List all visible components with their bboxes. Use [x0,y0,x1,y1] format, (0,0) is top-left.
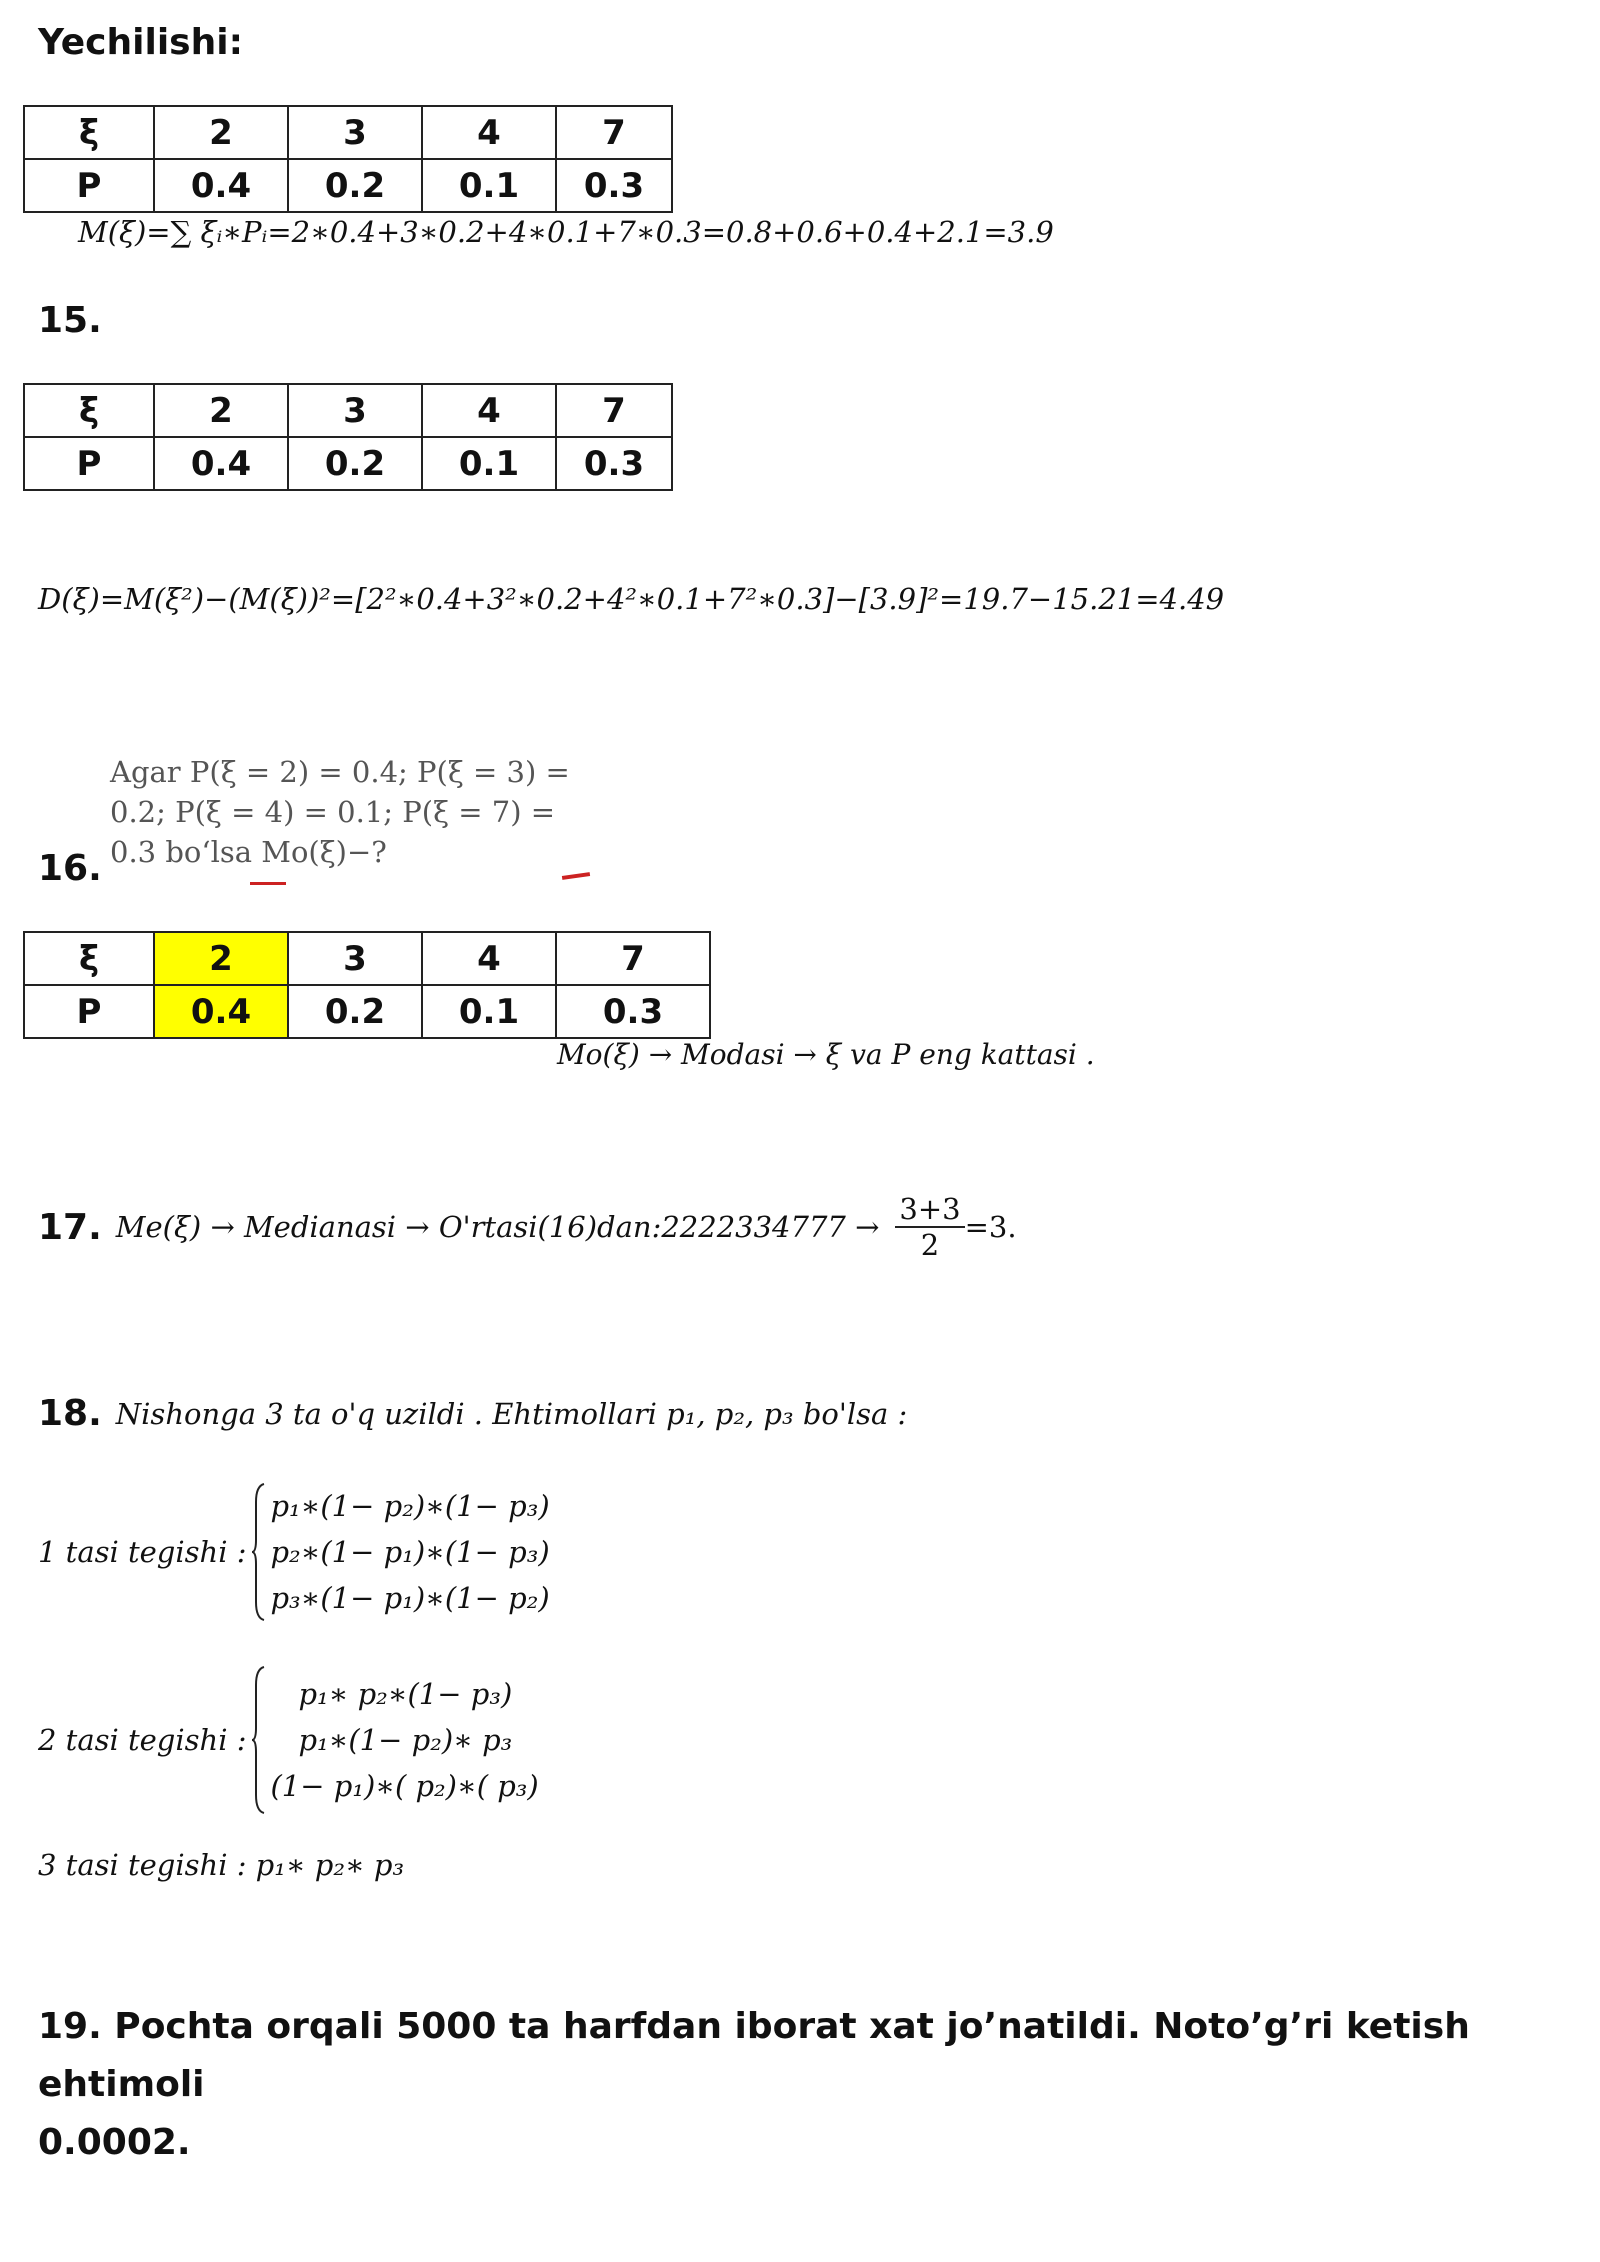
table-cell: 2 [154,384,288,437]
fraction-denominator: 2 [920,1228,940,1262]
table-cell: 0.1 [422,159,556,212]
item-19-line: 19. Pochta orqali 5000 ta harfdan iborat xat jo’natildi. Noto’g’ri ketish ehtimoli [38,2006,1470,2105]
page-title: Yechilishi: [38,22,243,63]
table-cell: 0.1 [422,437,556,490]
red-underline-mark [250,882,286,885]
table-cell: 0.1 [422,985,556,1038]
table-cell: 3 [288,106,422,159]
table-cell: 3 [288,932,422,985]
table-header-xi: ξ [24,106,154,159]
table-header-xi: ξ [24,384,154,437]
table-cell: 4 [422,384,556,437]
item-19-line: 0.0002. [38,2122,191,2163]
formula-line: p₂∗(1− p₁)∗(1− p₃) [270,1535,550,1569]
table-cell-highlighted: 2 [154,932,288,985]
item-16-question [110,752,570,872]
two-hit-label: 2 tasi tegishi : [38,1723,247,1757]
table-header-xi: ξ [24,932,154,985]
item-15-number: 15. [38,300,102,341]
table-cell: 0.2 [288,985,422,1038]
distribution-table-top [23,105,673,213]
item-17 [38,1192,1017,1262]
formula-line: (1− p₁)∗( p₂)∗( p₃) [270,1769,539,1803]
table-cell: 4 [422,932,556,985]
three-hit-formula: 3 tasi tegishi : p₁∗ p₂∗ p₃ [38,1848,405,1882]
item-18-text: Nishonga 3 ta o'q uzildi . Ehtimollari p₁, p₂, p₃ bo'lsa : [115,1396,908,1431]
table-cell: 0.4 [154,159,288,212]
table-cell-highlighted: 0.4 [154,985,288,1038]
distribution-table-15 [23,383,673,491]
question-line: 0.2; P(ξ = 4) = 0.1; P(ξ = 7) = [110,795,556,829]
question-line: Agar P(ξ = 2) = 0.4; P(ξ = 3) = [110,755,570,789]
two-hit-system [38,1665,539,1815]
formula-line: p₁∗(1− p₂)∗ p₃ [298,1723,513,1757]
formula-line: p₃∗(1− p₁)∗(1− p₂) [270,1581,550,1615]
table-cell: 7 [556,106,672,159]
mode-note: Mo(ξ) → Modasi → ξ va P eng kattasi . [557,1038,1095,1071]
left-brace-icon [252,1665,266,1815]
one-hit-label: 1 tasi tegishi : [38,1535,247,1569]
table-cell: 2 [154,106,288,159]
median-result: =3. [964,1210,1017,1244]
question-line: 0.3 bo‘lsa Mo(ξ)−? [110,835,387,869]
item-18-number: 18. [38,1393,102,1434]
formula-line: p₁∗ p₂∗(1− p₃) [298,1677,513,1711]
one-hit-system [38,1482,550,1622]
median-fraction [895,1192,964,1262]
table-cell: 4 [422,106,556,159]
formula-line: p₁∗(1− p₂)∗(1− p₃) [270,1489,550,1523]
red-dash-mark [562,872,590,880]
item-18 [38,1393,907,1434]
table-cell: 0.3 [556,437,672,490]
table-header-p: P [24,159,154,212]
table-cell: 0.2 [288,437,422,490]
table-cell: 0.4 [154,437,288,490]
table-cell: 7 [556,932,710,985]
table-header-p: P [24,985,154,1038]
table-cell: 3 [288,384,422,437]
table-cell: 0.2 [288,159,422,212]
item-16-number: 16. [38,848,102,889]
variance-formula: D(ξ)=M(ξ²)−(M(ξ))²=[2²∗0.4+3²∗0.2+4²∗0.1+7²∗0.3]−[3.9]²=19.7−15.21=4.49 [38,582,1225,616]
table-header-p: P [24,437,154,490]
table-cell: 7 [556,384,672,437]
item-17-number: 17. [38,1206,102,1248]
table-cell: 0.3 [556,159,672,212]
table-cell: 0.3 [556,985,710,1038]
item-19 [38,1998,1578,2172]
median-text: Me(ξ) → Medianasi → O'rtasi(16)dan:2222334777 → [115,1210,880,1244]
distribution-table-16 [23,931,711,1039]
left-brace-icon [252,1482,266,1622]
mean-formula: M(ξ)=∑ ξᵢ∗Pᵢ=2∗0.4+3∗0.2+4∗0.1+7∗0.3=0.8+0.6+0.4+2.1=3.9 [78,215,1054,249]
fraction-numerator: 3+3 [895,1192,964,1228]
